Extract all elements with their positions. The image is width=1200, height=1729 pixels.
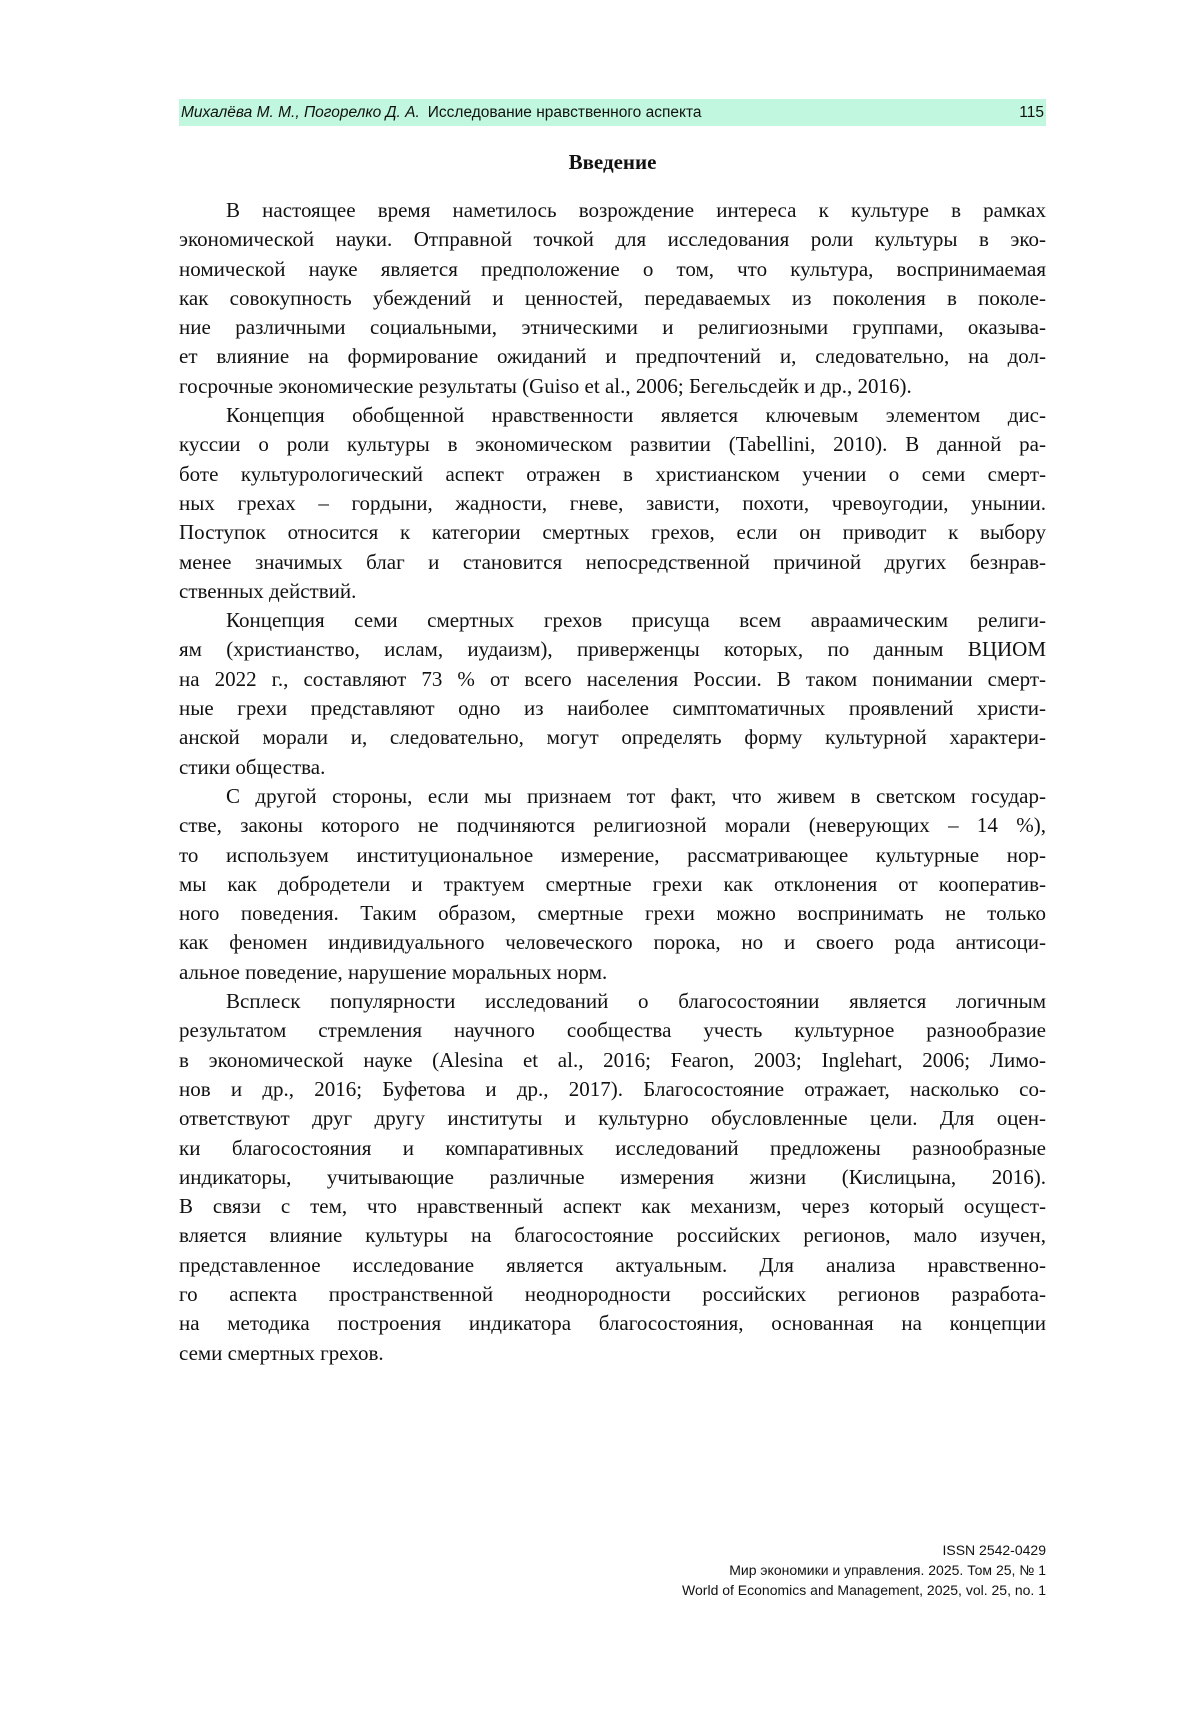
paragraph — [179, 196, 1046, 401]
text-line: стики общества. — [179, 754, 326, 779]
text-line: на 2022 г., составляют 73 % от всего населения России. В таком понимании смерт- — [179, 666, 1046, 691]
text-line: С другой стороны, если мы признаем тот факт, что живем в светском государ- — [226, 783, 1046, 808]
text-line: стве, законы которого не подчиняются религиозной морали (неверующих – 14 %), — [179, 813, 1046, 838]
header-authors: Михалёва М. М., Погорелко Д. А. — [181, 103, 420, 121]
text-line: ям (христианство, ислам, иудаизм), приверженцы которых, по данным ВЦИОМ — [179, 637, 1046, 662]
footer-issn: ISSN 2542-0429 — [942, 1542, 1046, 1558]
text-line: результатом стремления научного сообщества учесть культурное разнообразие — [179, 1018, 1046, 1043]
text-line: В связи с тем, что нравственный аспект как механизм, через который осущест- — [179, 1194, 1046, 1219]
paragraph — [179, 782, 1046, 987]
text-line: менее значимых благ и становится непосредственной причиной других безнрав- — [179, 549, 1046, 574]
text-line: анской морали и, следовательно, могут определять форму культурной характери- — [179, 725, 1046, 750]
text-line: экономической науки. Отправной точкой для исследования роли культуры в эко- — [179, 227, 1046, 252]
paragraph — [179, 606, 1046, 782]
text-line: альное поведение, нарушение моральных норм. — [179, 959, 608, 984]
text-line: ет влияние на формирование ожиданий и предпочтений и, следовательно, на дол- — [179, 344, 1046, 369]
section-title: Введение — [568, 150, 657, 174]
text-line: ответствуют друг другу институты и культурно обусловленные цели. Для оцен- — [179, 1106, 1046, 1131]
text-line: как феномен индивидуального человеческого порока, но и своего рода антисоци- — [179, 930, 1046, 955]
paragraph — [179, 987, 1046, 1368]
text-line: боте культурологический аспект отражен в христианском учении о семи смерт- — [179, 461, 1046, 486]
text-line: в экономической науке (Alesina et al., 2016; Fearon, 2003; Inglehart, 2006; Лимо- — [179, 1047, 1046, 1072]
header-running-title: Исследование нравственного аспекта — [427, 103, 702, 121]
text-line: госрочные экономические результаты (Guiso et al., 2006; Бегельсдейк и др., 2016). — [179, 373, 912, 398]
text-line: ственных действий. — [179, 578, 357, 603]
text-line: В настоящее время наметилось возрождение интереса к культуре в рамках — [226, 198, 1046, 222]
text-line: на методика построения индикатора благосостояния, основанная на концепции — [179, 1311, 1046, 1336]
text-line: ние различными социальными, этническими и религиозными группами, оказыва- — [179, 315, 1046, 340]
text-line: го аспекта пространственной неоднородности российских регионов разработа- — [179, 1281, 1046, 1306]
text-line: Поступок относится к категории смертных грехов, если он приводит к выбору — [179, 520, 1046, 545]
text-line: представленное исследование является актуальным. Для анализа нравственно- — [179, 1252, 1046, 1277]
running-header — [179, 99, 1046, 126]
text-line: Всплеск популярности исследований о благосостоянии является логичным — [226, 989, 1046, 1014]
page-number: 115 — [1019, 103, 1044, 121]
text-line: индикаторы, учитывающие различные измерения жизни (Кислицына, 2016). — [179, 1164, 1046, 1189]
text-line: нов и др., 2016; Буфетова и др., 2017). Благосостояние отражает, насколько со- — [179, 1076, 1046, 1101]
text-line: ные грехи представляют одно из наиболее симптоматичных проявлений христи- — [179, 696, 1046, 721]
text-line: как совокупность убеждений и ценностей, передаваемых из поколения в поколе- — [179, 285, 1046, 310]
text-line: то используем институциональное измерение, рассматривающее культурные нор- — [179, 842, 1046, 867]
text-line: вляется влияние культуры на благосостояние российских регионов, мало изучен, — [179, 1223, 1046, 1248]
text-line: Концепция семи смертных грехов присуща всем авраамическим религи- — [226, 608, 1046, 633]
footer-journal-ru: Мир экономики и управления. 2025. Том 25, № 1 — [729, 1562, 1046, 1578]
text-line: номической науке является предположение о том, что культура, воспринимаемая — [179, 256, 1046, 281]
paragraph — [179, 401, 1046, 606]
text-line: куссии о роли культуры в экономическом развитии (Tabellini, 2010). В данной ра- — [179, 432, 1046, 457]
text-line: ных грехах – гордыни, жадности, гневе, зависти, похоти, чревоугодии, унынии. — [179, 490, 1046, 515]
footer-journal-en: World of Economics and Management, 2025, vol. 25, no. 1 — [682, 1582, 1046, 1598]
text-line: Концепция обобщенной нравственности является ключевым элементом дис- — [226, 403, 1046, 428]
body-text — [179, 196, 1046, 1368]
text-line: ки благосостояния и компаративных исследований предложены разнообразные — [179, 1135, 1046, 1160]
text-line: семи смертных грехов. — [179, 1340, 384, 1365]
text-line: мы как добродетели и трактуем смертные грехи как отклонения от кооператив- — [179, 871, 1046, 896]
text-line: ного поведения. Таким образом, смертные грехи можно воспринимать не только — [179, 901, 1046, 926]
footer — [682, 1540, 1046, 1600]
